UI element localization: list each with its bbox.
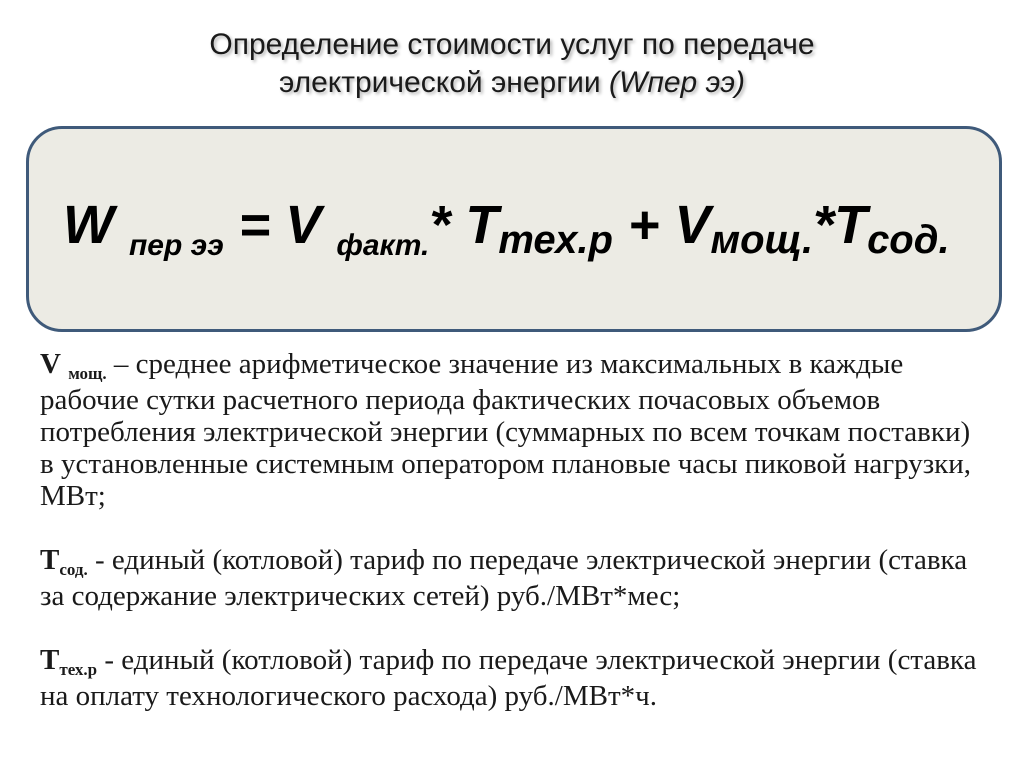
page-title bbox=[0, 26, 1024, 102]
title-line-2 bbox=[0, 64, 1024, 102]
formula-equals-v: = V bbox=[223, 195, 337, 255]
definition-subscript: тех.р bbox=[59, 660, 98, 679]
definition-t-technological bbox=[40, 644, 990, 712]
formula-w: W bbox=[63, 195, 114, 255]
title-line-2-text: электрической энергии bbox=[278, 66, 601, 99]
formula-times-t: * T bbox=[429, 195, 499, 255]
definition-text: – среднее арифметическое значение из максимальных в каждые рабочие сутки расчетного периода фактических почасовых объемов потребления электрической энергии (суммарных по всем точкам поставки) в установленные системным оператором плановые часы пиковой нагрузки, МВт; bbox=[40, 348, 972, 512]
definition-subscript: сод. bbox=[59, 560, 88, 579]
formula bbox=[63, 193, 950, 266]
definitions bbox=[40, 348, 990, 712]
formula-plus-v: + V bbox=[612, 195, 711, 255]
definition-subscript: мощ. bbox=[68, 364, 107, 383]
formula-times-t2: *T bbox=[813, 195, 868, 255]
title-formula-symbol: (Wпер ээ) bbox=[609, 66, 746, 99]
formula-v-fact-subscript: факт. bbox=[336, 229, 430, 262]
definition-t-maintenance bbox=[40, 544, 990, 612]
formula-t-tech-subscript: тех.р bbox=[498, 218, 613, 262]
definition-symbol: Т bbox=[40, 644, 60, 676]
definition-v-power bbox=[40, 348, 990, 512]
formula-v-power-subscript: мощ. bbox=[710, 218, 814, 262]
formula-w-subscript: пер ээ bbox=[128, 229, 224, 262]
definition-text: - единый (котловой) тариф по передаче электрической энергии (ставка на оплату технологического расхода) руб./МВт*ч. bbox=[40, 644, 977, 712]
title-line-1: Определение стоимости услуг по передаче bbox=[209, 28, 815, 61]
definition-symbol: Т bbox=[40, 544, 60, 576]
formula-box bbox=[26, 126, 1002, 332]
definition-symbol: V bbox=[40, 348, 61, 380]
formula-t-maint-subscript: сод. bbox=[867, 218, 950, 262]
definition-text: - единый (котловой) тариф по передаче электрической энергии (ставка за содержание электрических сетей) руб./МВт*мес; bbox=[40, 544, 968, 612]
